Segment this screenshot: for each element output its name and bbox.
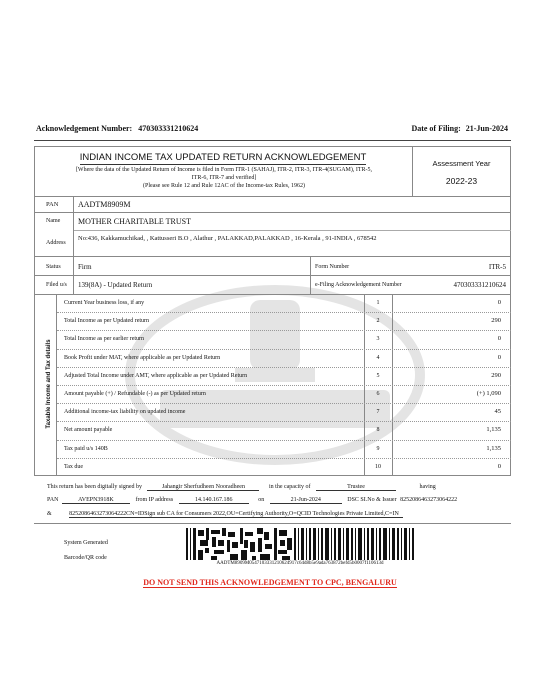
row-value: 290	[491, 317, 501, 325]
ip-label: from IP address	[135, 497, 174, 503]
header-divider	[412, 146, 413, 196]
verification-pan-value: AVEPN3918K	[62, 497, 130, 504]
row-number: 4	[376, 354, 380, 361]
row-value: 1,135	[486, 444, 501, 452]
ack-number-line	[36, 124, 198, 133]
date-of-filing-value: 21-Jun-2024	[465, 124, 508, 133]
dsc-issuer: 8252086463273064222CN=IDSign sub CA for Consumers 2022,OU=Certifying Authority,O=QCID Technologies Private Limited,C=IN	[69, 511, 403, 518]
row-number: 1	[376, 300, 380, 306]
status-label: Status	[46, 264, 61, 270]
row-label: Net amount payable	[64, 427, 113, 434]
row-label: Current Year business loss, if any	[64, 300, 145, 306]
row-value: 45	[494, 408, 501, 416]
row-value: (+) 1,090	[476, 390, 501, 397]
signer-name: Jahangir Sherfudheen Nooradheen	[147, 484, 259, 491]
row-number: 5	[376, 372, 380, 379]
row-number: 10	[375, 463, 381, 470]
row-value: 0	[497, 299, 501, 306]
assessment-year-value: 2022-23	[445, 176, 478, 186]
row-label: Book Profit under MAT, where applicable as per Updated Return	[64, 354, 221, 361]
table-row	[56, 385, 511, 403]
name-label: Name	[46, 218, 61, 224]
row-label: Total Income as per earlier return	[64, 336, 145, 343]
taxable-income-side-label: Taxable Income and Tax details	[46, 339, 52, 429]
row-label: Amount payable (+) / Refundable (-) as per Updated return	[64, 391, 206, 397]
name-value: MOTHER CHARITABLE TRUST	[78, 217, 191, 226]
table-row	[56, 330, 511, 348]
pan-rule	[34, 212, 511, 213]
status-label-divider	[73, 256, 74, 294]
table-row	[56, 367, 511, 385]
title-description	[36, 166, 412, 190]
row-value: 0	[497, 462, 501, 470]
address-label: Address	[46, 240, 66, 246]
verification-rule	[34, 523, 511, 524]
row-number: 3	[376, 336, 380, 343]
row-value: 1,135	[486, 426, 501, 434]
form-number-label: Form Number	[315, 264, 350, 270]
barcode-icon	[186, 528, 414, 560]
top-rule	[34, 140, 511, 141]
verification-pan-label: PAN	[47, 497, 59, 503]
on-label: on	[258, 497, 265, 503]
row-value: 0	[497, 353, 501, 361]
ip-value: 14.140.167.186	[179, 497, 249, 504]
dsc-label: DSC SI.No & Issuer	[347, 497, 397, 503]
row-number: 8	[376, 427, 380, 434]
date-of-filing-label: Date of Filing:	[411, 124, 461, 133]
table-row	[56, 349, 511, 367]
pan-value: AADTM8909M	[78, 200, 131, 209]
row-value: 290	[491, 371, 501, 379]
table-row	[56, 421, 511, 439]
row-number: 2	[376, 318, 380, 325]
row-number: 9	[376, 445, 380, 452]
header-bottom-rule	[34, 196, 511, 197]
signed-by-text: This return has been digitally signed by	[47, 484, 142, 490]
pan-label: PAN	[46, 201, 59, 208]
verification-line-1	[47, 484, 436, 491]
row-number: 6	[376, 391, 380, 397]
row-label: Additional income-tax liability on updated income	[64, 409, 186, 416]
ampersand: &	[47, 511, 52, 517]
filed-us-value: 139(8A) - Updated Return	[78, 281, 153, 289]
signed-date: 21-Jun-2024	[270, 497, 342, 504]
barcode-text: AADTM8909M0547103331210624917c64d8b5e9ada763872befd5b0007f110613d	[216, 561, 384, 566]
efiling-ack-value: 470303331210624	[453, 281, 506, 289]
date-of-filing-line	[411, 124, 508, 133]
status-rule	[34, 275, 511, 276]
row-label: Tax due	[64, 463, 84, 470]
row-value: 0	[497, 335, 501, 343]
title-wrap	[34, 152, 412, 163]
row-label: Tax paid u/s 140B	[64, 445, 108, 452]
ack-number-label: Acknowledgement Number:	[36, 124, 133, 133]
capacity-value: Trustee	[316, 484, 396, 491]
ack-number-value: 470303331210624	[138, 124, 199, 133]
table-row	[56, 403, 511, 421]
system-generated-text: System Generated	[64, 540, 108, 546]
table-row	[56, 312, 511, 330]
warning-wrap	[130, 572, 410, 590]
status-value: Firm	[78, 263, 92, 271]
verification-line-3	[47, 511, 403, 518]
efiling-ack-label: e-Filing Acknowledgement Number	[315, 282, 402, 288]
capacity-text: in the capacity of	[268, 484, 311, 490]
document-title: INDIAN INCOME TAX UPDATED RETURN ACKNOWLEDGEMENT	[79, 152, 367, 163]
assessment-year-label: Assessment Year	[432, 159, 491, 168]
status-mid-divider	[310, 256, 311, 294]
description-line-1: [Where the data of the Updated Return of Income is filed in Form ITR-1 (SAHAJ), ITR-2, ITR-3, ITR-4(SUGAM), ITR-5,	[75, 167, 373, 173]
table-row	[56, 294, 511, 312]
barcode-qr-label: Barcode/QR code	[64, 555, 107, 561]
row-label: Total Income as per Updated return	[64, 318, 150, 325]
table-row	[56, 440, 511, 458]
do-not-send-warning: DO NOT SEND THIS ACKNOWLEDGEMENT TO CPC, BENGALURU	[143, 578, 397, 587]
address-value: No:436, Kakkamuchikad, , Kattusseri B.O , Alathur , PALAKKAD,PALAKKAD , 16-Kerala , 91-INDIA , 678542	[78, 235, 377, 242]
verification-line-2	[47, 497, 457, 504]
form-number-value: ITR-5	[488, 263, 506, 271]
table-row	[56, 458, 511, 476]
description-line-2: ITR-6, ITR-7 and verified]	[191, 175, 257, 181]
description-line-3: (Please see Rule 12 and Rule 12AC of the Income-tax Rules, 1962)	[143, 183, 305, 189]
dsc-number: 8252086463273064222	[400, 497, 458, 503]
having-text: having	[419, 484, 436, 490]
address-rule	[34, 256, 511, 257]
filed-us-label: Filed u/s	[46, 282, 67, 288]
row-label: Adjusted Total Income under AMT, where applicable as per Updated Return	[64, 372, 248, 379]
info-label-divider	[73, 196, 74, 256]
name-rule	[74, 230, 511, 231]
row-number: 7	[376, 409, 380, 416]
